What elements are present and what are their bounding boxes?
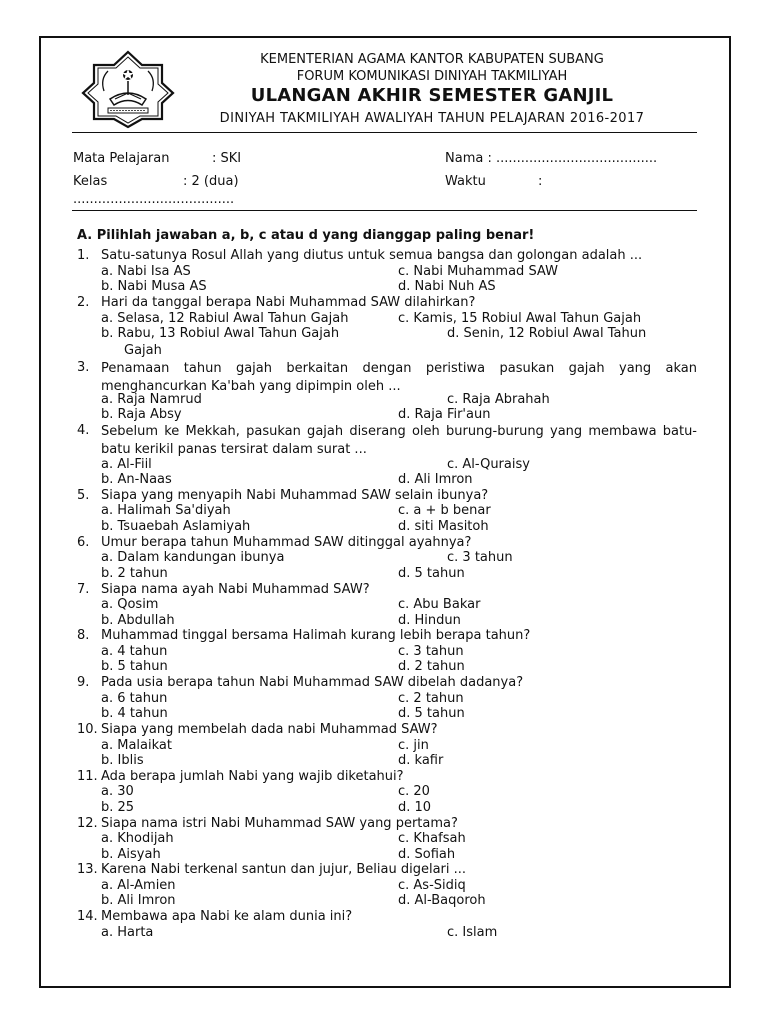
option-b[interactable]: b. Rabu, 13 Robiul Awal Tahun Gajah [101,326,340,341]
option-c[interactable]: c. 2 tahun [398,691,464,706]
option-b[interactable]: b. Aisyah [101,847,161,862]
option-a[interactable]: a. Nabi Isa AS [101,264,191,279]
option-b[interactable]: b. 2 tahun [101,566,168,581]
header-subtitle: DINIYAH TAKMILIYAH AWALIYAH TAHUN PELAJARAN 2016-2017 [219,111,645,126]
question-number: 5. [77,488,90,503]
option-a[interactable]: a. Halimah Sa'diyah [101,503,231,518]
option-a[interactable]: a. Al-Amien [101,878,176,893]
question-text: Siapa nama istri Nabi Muhammad SAW yang pertama? [101,816,458,831]
option-d[interactable]: d. Al-Baqoroh [398,893,486,908]
option-a[interactable]: a. Qosim [101,597,159,612]
option-c[interactable]: c. Al-Quraisy [447,457,530,472]
option-c[interactable]: c. 3 tahun [398,644,464,659]
option-a[interactable]: a. Harta [101,925,154,940]
time-label: Waktu [445,174,486,189]
question-number: 7. [77,582,90,597]
question-text: Muhammad tinggal bersama Halimah kurang lebih berapa tahun? [101,628,531,643]
option-c[interactable]: c. 3 tahun [447,550,513,565]
subject-value: : SKI [212,151,242,166]
subject-label: Mata Pelajaran [73,151,170,166]
option-c[interactable]: c. As-Sidiq [398,878,466,893]
question-number: 3. [77,360,90,375]
option-b[interactable]: b. 4 tahun [101,706,168,721]
option-b[interactable]: b. 25 [101,800,135,815]
question-text: Hari da tanggal berapa Nabi Muhammad SAW dilahirkan? [101,295,476,310]
header-forum: FORUM KOMUNIKASI DINIYAH TAKMILIYAH [296,69,568,84]
option-c[interactable]: c. Nabi Muhammad SAW [398,264,558,279]
option-d[interactable]: d. 5 tahun [398,566,465,581]
header-divider-top [72,132,697,133]
option-b[interactable]: b. Raja Absy [101,407,182,422]
option-a[interactable]: a. Dalam kandungan ibunya [101,550,285,565]
question-number: 6. [77,535,90,550]
option-d[interactable]: d. 2 tahun [398,659,465,674]
question-text: Karena Nabi terkenal santun dan jujur, Beliau digelari ... [101,862,467,877]
option-b[interactable]: b. Ali Imron [101,893,176,908]
question-number: 2. [77,295,90,310]
option-d[interactable]: d. 10 [398,800,432,815]
option-d[interactable]: d. 5 tahun [398,706,465,721]
option-d[interactable]: d. Senin, 12 Robiul Awal Tahun [447,326,647,341]
option-d[interactable]: d. Hindun [398,613,461,628]
class-label: Kelas [73,174,108,189]
question-number: 11. [77,769,98,784]
question-number: 12. [77,816,98,831]
time-colon: : [538,174,543,189]
option-c[interactable]: c. Kamis, 15 Robiul Awal Tahun Gajah [398,311,642,326]
option-c[interactable]: c. Islam [447,925,498,940]
option-a[interactable]: a. Al-Fiil [101,457,152,472]
question-number: 9. [77,675,90,690]
question-text: Siapa nama ayah Nabi Muhammad SAW? [101,582,370,597]
option-b[interactable]: b. Abdullah [101,613,175,628]
header-ministry: KEMENTERIAN AGAMA KANTOR KABUPATEN SUBANG [260,52,604,67]
question-text: Penamaan tahun gajah berkaitan dengan peristiwa pasukan gajah yang akan menghancurkan Ka'bah yang dipimpin oleh ... [101,361,697,394]
option-c[interactable]: c. Raja Abrahah [447,392,550,407]
question-text: Satu-satunya Rosul Allah yang diutus untuk semua bangsa dan golongan adalah ... [101,248,643,263]
question-text: Siapa yang membelah dada nabi Muhammad SAW? [101,722,438,737]
option-a[interactable]: a. Khodijah [101,831,174,846]
question-number: 13. [77,862,98,877]
question-number: 10. [77,722,98,737]
option-d[interactable]: d. Sofiah [398,847,456,862]
question-number: 4. [77,423,90,438]
question-text: Sebelum ke Mekkah, pasukan gajah diserang oleh burung-burung yang membawa batu-batu kerikil panas tersirat dalam surat ... [101,424,697,457]
option-c[interactable]: c. 20 [398,784,430,799]
option-a[interactable]: a. 4 tahun [101,644,168,659]
option-a[interactable]: a. Raja Namrud [101,392,202,407]
option-a[interactable]: a. 6 tahun [101,691,168,706]
option-b[interactable]: b. Tsuaebah Aslamiyah [101,519,251,534]
option-d[interactable]: d. Ali Imron [398,472,473,487]
option-b[interactable]: b. Nabi Musa AS [101,279,207,294]
option-d-continued: Gajah [124,343,162,358]
question-number: 1. [77,248,90,263]
question-text: Siapa yang menyapih Nabi Muhammad SAW selain ibunya? [101,488,489,503]
option-c[interactable]: c. jin [398,738,429,753]
option-d[interactable]: d. Raja Fir'aun [398,407,491,422]
time-field-dots[interactable]: ....................................... [73,192,235,207]
option-d[interactable]: d. siti Masitoh [398,519,489,534]
option-a[interactable]: a. 30 [101,784,134,799]
header-divider-bottom [72,210,697,211]
question-number: 14. [77,909,98,924]
option-c[interactable]: c. a + b benar [398,503,491,518]
option-a[interactable]: a. Selasa, 12 Rabiul Awal Tahun Gajah [101,311,349,326]
option-b[interactable]: b. 5 tahun [101,659,168,674]
option-d[interactable]: d. Nabi Nuh AS [398,279,496,294]
name-field[interactable]: Nama : ....................................... [445,151,658,166]
section-a-title: A. Pilihlah jawaban a, b, c atau d yang dianggap paling benar! [77,228,535,243]
question-text: Umur berapa tahun Muhammad SAW ditinggal ayahnya? [101,535,472,550]
option-c[interactable]: c. Khafsah [398,831,466,846]
option-c[interactable]: c. Abu Bakar [398,597,481,612]
question-number: 8. [77,628,90,643]
option-b[interactable]: b. Iblis [101,753,144,768]
question-text: Pada usia berapa tahun Nabi Muhammad SAW dibelah dadanya? [101,675,524,690]
question-text: Ada berapa jumlah Nabi yang wajib diketahui? [101,769,404,784]
option-b[interactable]: b. An-Naas [101,472,172,487]
question-text: Membawa apa Nabi ke alam dunia ini? [101,909,353,924]
class-value: : 2 (dua) [183,174,239,189]
kemenag-logo-icon [80,49,176,129]
option-d[interactable]: d. kafir [398,753,444,768]
option-a[interactable]: a. Malaikat [101,738,172,753]
page-title: ULANGAN AKHIR SEMESTER GANJIL [250,85,614,106]
